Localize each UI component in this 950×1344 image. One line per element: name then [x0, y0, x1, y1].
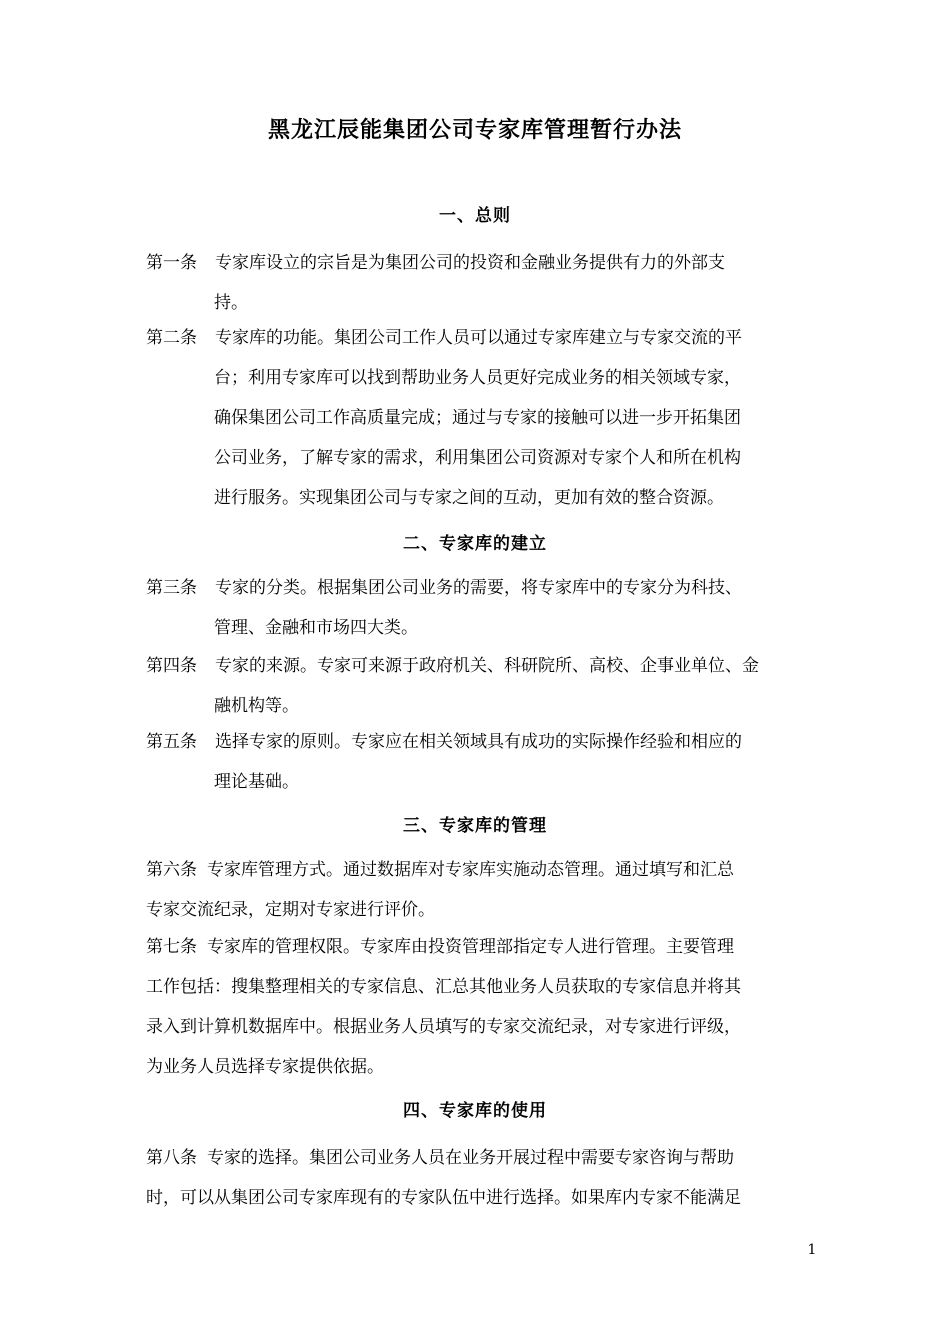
article-label: 第四条 [146, 656, 197, 676]
article-label: 第八条 [146, 1148, 197, 1168]
document-title: 黑龙江辰能集团公司专家库管理暂行办法 [267, 117, 682, 143]
article-text: 选择专家的原则。专家应在相关领域具有成功的实际操作经验和相应的 [215, 732, 742, 752]
article-text: 专家库的管理权限。专家库由投资管理部指定专人进行管理。主要管理 [207, 937, 734, 957]
article-3 [146, 568, 806, 648]
article-label: 第三条 [146, 578, 197, 598]
article-text: 时，可以从集团公司专家库现有的专家队伍中进行选择。如果库内专家不能满足 [146, 1188, 741, 1208]
article-6 [146, 850, 806, 930]
article-text: 理论基础。 [214, 772, 299, 792]
section-heading-usage: 四、专家库的使用 [403, 1101, 547, 1121]
article-text: 管理、金融和市场四大类。 [214, 618, 418, 638]
article-text: 专家交流纪录，定期对专家进行评价。 [146, 900, 435, 920]
article-8 [146, 1138, 806, 1218]
section-heading-establishment: 二、专家库的建立 [403, 534, 547, 554]
article-text: 专家的分类。根据集团公司业务的需要，将专家库中的专家分为科技、 [215, 578, 742, 598]
article-text: 公司业务，了解专家的需求，利用集团公司资源对专家个人和所在机构 [214, 448, 741, 468]
article-text: 专家的来源。专家可来源于政府机关、科研院所、高校、企事业单位、金 [215, 656, 759, 676]
article-4 [146, 646, 806, 726]
article-text: 持。 [214, 293, 248, 313]
article-1 [146, 243, 806, 323]
article-text: 专家库管理方式。通过数据库对专家库实施动态管理。通过填写和汇总 [207, 860, 734, 880]
article-7 [146, 927, 806, 1087]
article-text: 工作包括：搜集整理相关的专家信息、汇总其他业务人员获取的专家信息并将其 [146, 977, 741, 997]
article-label: 第七条 [146, 937, 197, 957]
article-text: 专家库的功能。集团公司工作人员可以通过专家库建立与专家交流的平 [215, 328, 742, 348]
article-text: 专家库设立的宗旨是为集团公司的投资和金融业务提供有力的外部支 [215, 253, 725, 273]
page-number: 1 [807, 1242, 817, 1258]
article-label: 第五条 [146, 732, 197, 752]
article-text: 专家的选择。集团公司业务人员在业务开展过程中需要专家咨询与帮助 [207, 1148, 734, 1168]
article-text: 确保集团公司工作高质量完成；通过与专家的接触可以进一步开拓集团 [214, 408, 741, 428]
article-text: 进行服务。实现集团公司与专家之间的互动，更加有效的整合资源。 [214, 488, 724, 508]
article-text: 录入到计算机数据库中。根据业务人员填写的专家交流纪录，对专家进行评级， [146, 1017, 741, 1037]
article-label: 第六条 [146, 860, 197, 880]
article-label: 第二条 [146, 328, 197, 348]
article-label: 第一条 [146, 253, 197, 273]
article-5 [146, 722, 806, 802]
article-2 [146, 318, 806, 518]
section-heading-general: 一、总则 [439, 206, 511, 226]
article-text: 台；利用专家库可以找到帮助业务人员更好完成业务的相关领域专家， [214, 368, 741, 388]
article-text: 融机构等。 [214, 696, 299, 716]
section-heading-management: 三、专家库的管理 [403, 816, 547, 836]
article-text: 为业务人员选择专家提供依据。 [146, 1057, 384, 1077]
